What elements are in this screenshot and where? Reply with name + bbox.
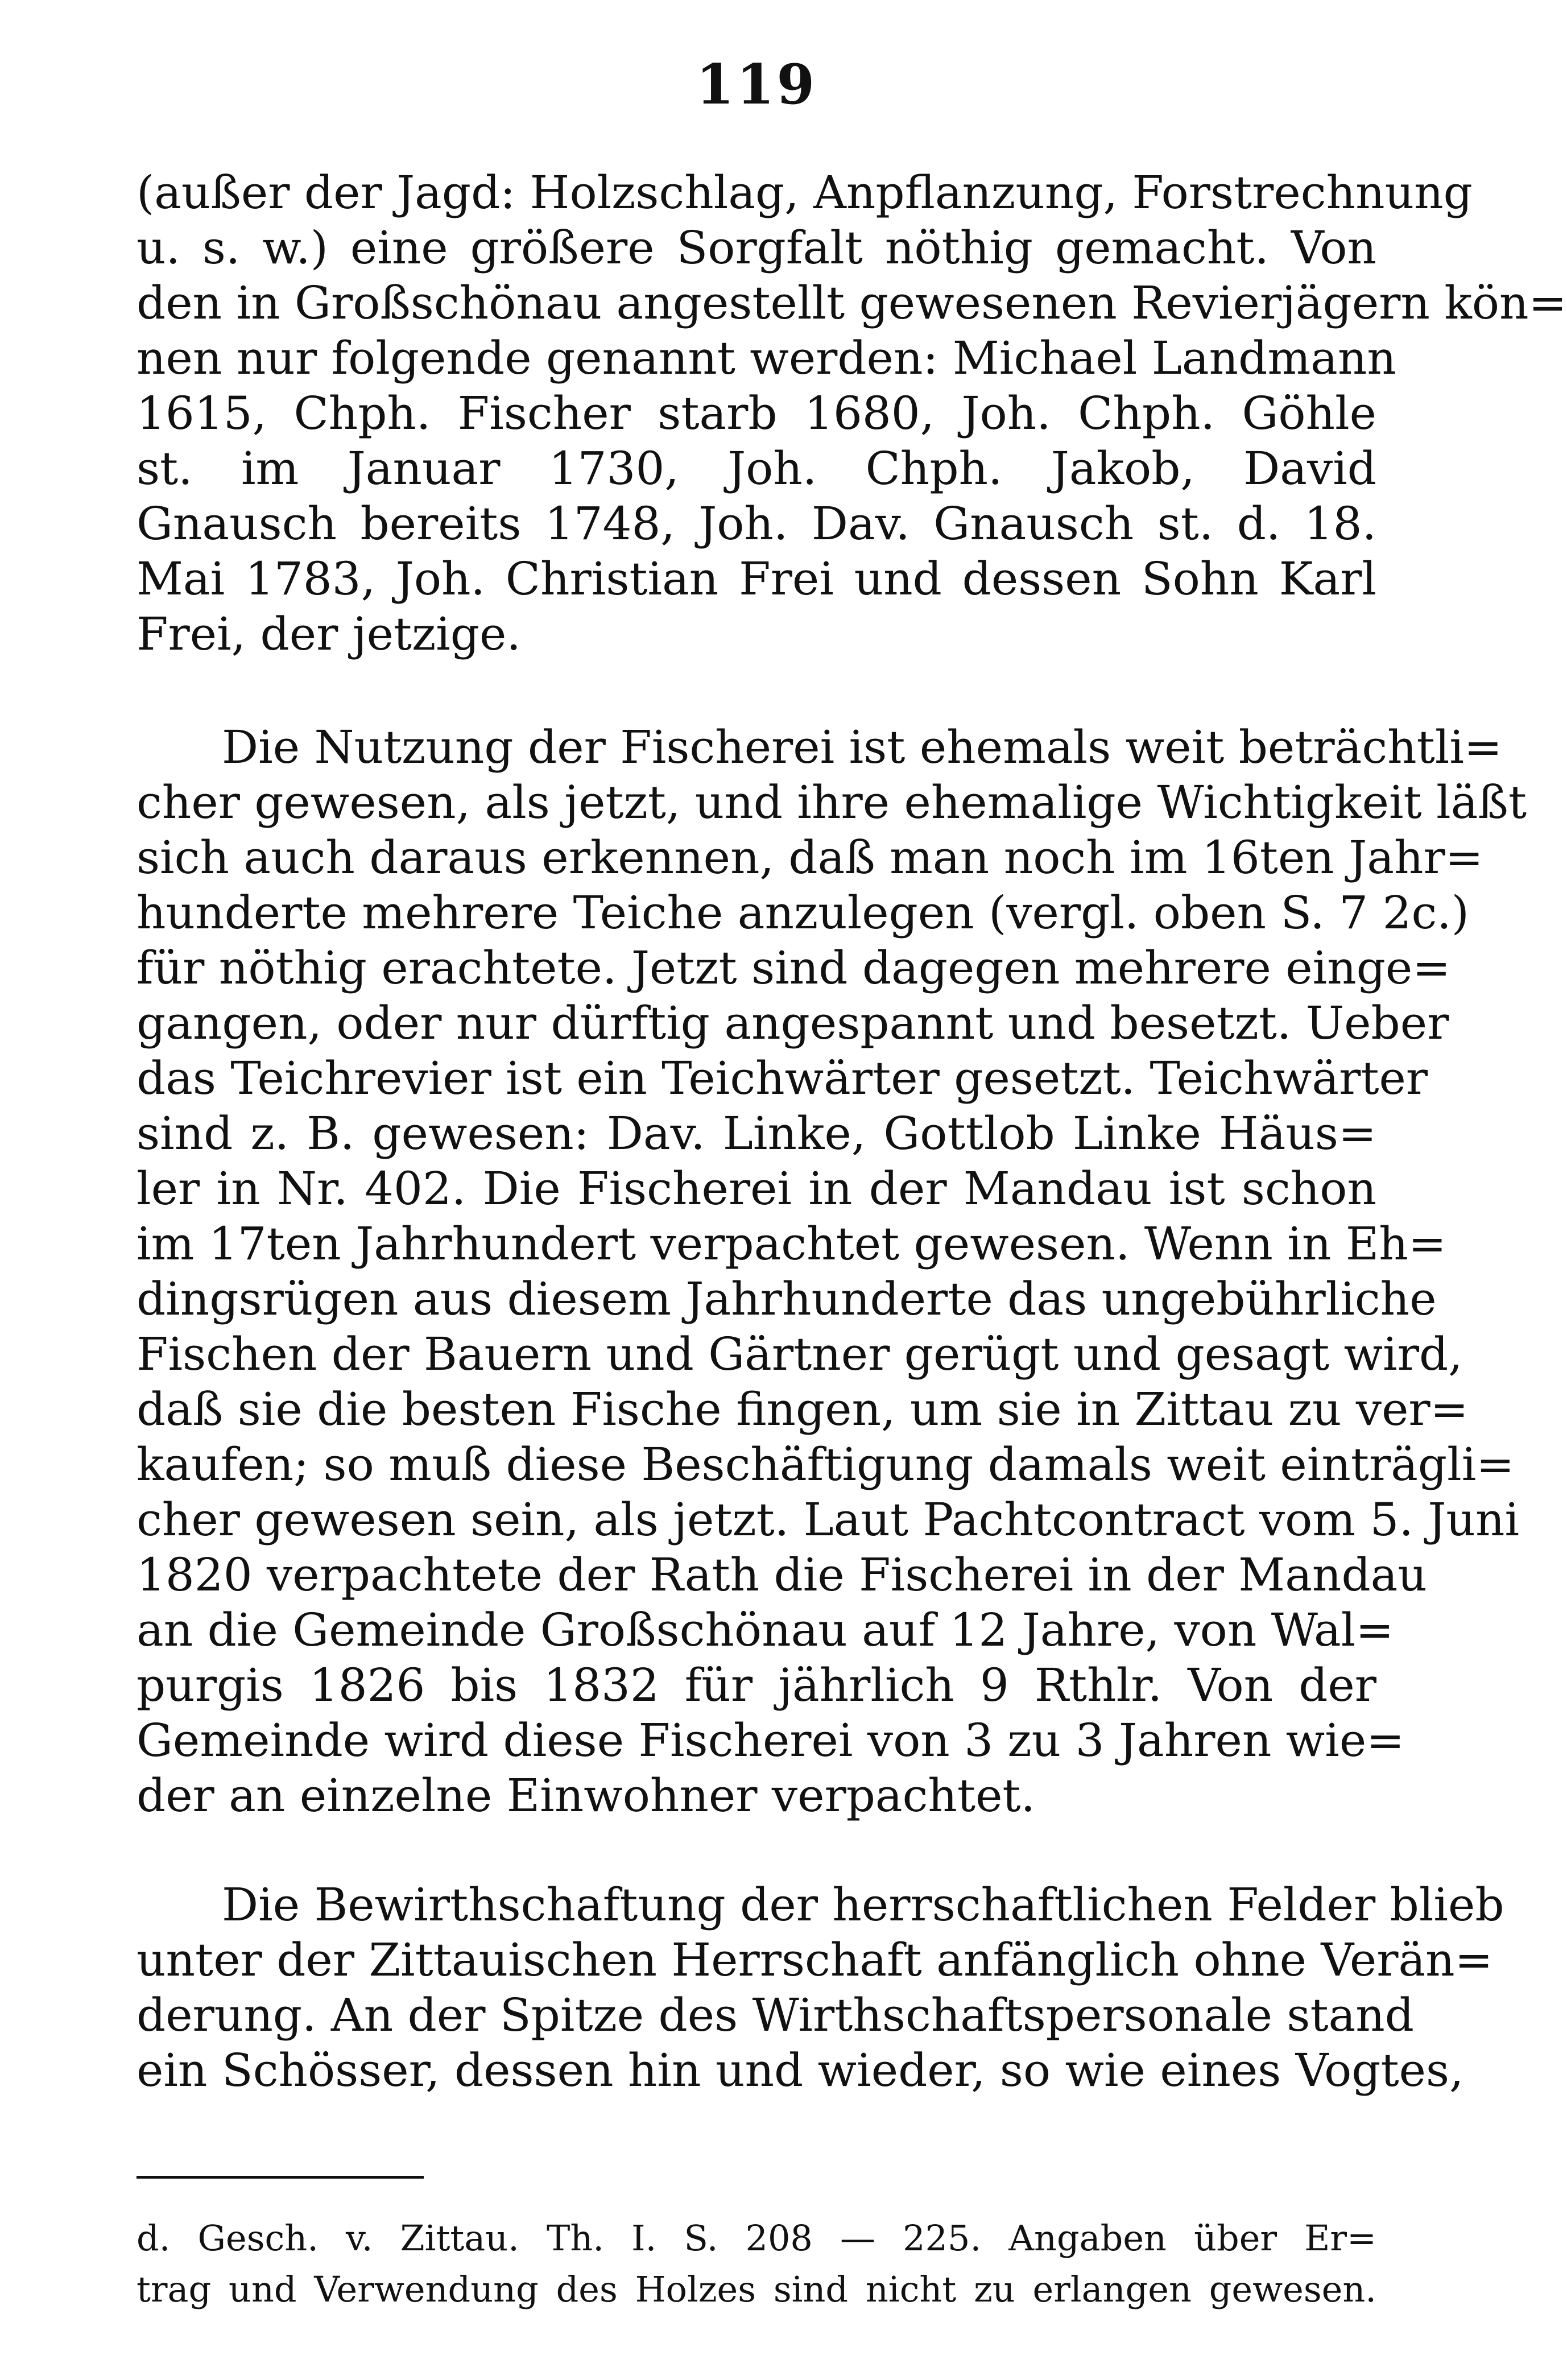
text-line: ein Schösser, dessen hin und wieder, so wie eines Vogtes, bbox=[137, 2044, 1464, 2097]
text-line: unter der Zittauischen Herrschaft anfänglich ohne Verän= bbox=[137, 1933, 1493, 1986]
paragraph-2 bbox=[137, 720, 1527, 1823]
text-line: für nöthig erachtete. Jetzt sind dagegen mehrere einge= bbox=[137, 941, 1451, 994]
text-line: 1615, Chph. Fischer starb 1680, Joh. Chph. Göhle bbox=[137, 387, 1376, 440]
footnote-line: d. Gesch. v. Zittau. Th. I. S. 208 — 225. Angaben über Er= bbox=[137, 2217, 1376, 2259]
text-line: Gnausch bereits 1748, Joh. Dav. Gnausch st. d. 18. bbox=[137, 497, 1376, 550]
text-line: Die Bewirthschaftung der herrschaftlichen Felder blieb bbox=[222, 1878, 1504, 1931]
text-line: sich auch daraus erkennen, daß man noch im 16ten Jahr= bbox=[137, 831, 1483, 884]
text-line: nen nur folgende genannt werden: Michael Landmann bbox=[137, 332, 1396, 385]
text-line: an die Gemeinde Großschönau auf 12 Jahre, von Wal= bbox=[137, 1604, 1394, 1656]
text-line: dingsrügen aus diesem Jahrhunderte das ungebührliche bbox=[137, 1272, 1437, 1325]
text-line: st. im Januar 1730, Joh. Chph. Jakob, David bbox=[137, 442, 1376, 495]
paragraph-1 bbox=[137, 165, 1567, 662]
text-line: hunderte mehrere Teiche anzulegen (vergl. oben S. 7 2c.) bbox=[137, 886, 1469, 939]
footnote-line: trag und Verwendung des Holzes sind nicht zu erlangen gewesen. bbox=[137, 2269, 1376, 2310]
page-number: 119 bbox=[696, 52, 817, 117]
text-line: Gemeinde wird diese Fischerei von 3 zu 3 Jahren wie= bbox=[137, 1714, 1405, 1767]
text-line: 1820 verpachtete der Rath die Fischerei in der Mandau bbox=[137, 1548, 1427, 1601]
text-line: Die Nutzung der Fischerei ist ehemals weit beträchtli= bbox=[222, 721, 1503, 774]
text-line: cher gewesen sein, als jetzt. Laut Pachtcontract vom 5. Juni bbox=[137, 1493, 1520, 1546]
text-line: derung. An der Spitze des Wirthschaftspersonale stand bbox=[137, 1989, 1415, 2042]
text-line: daß sie die besten Fische fingen, um sie in Zittau zu ver= bbox=[137, 1383, 1469, 1436]
text-line: den in Großschönau angestellt gewesenen Revierjägern kön= bbox=[137, 276, 1567, 329]
text-line: Frei, der jetzige. bbox=[137, 608, 521, 660]
text-line: (außer der Jagd: Holzschlag, Anpflanzung, Forstrechnung bbox=[137, 166, 1473, 219]
text-line: cher gewesen, als jetzt, und ihre ehemalige Wichtigkeit läßt bbox=[137, 776, 1527, 829]
text-line: kaufen; so muß diese Beschäftigung damals weit einträgli= bbox=[137, 1438, 1515, 1491]
text-line: sind z. B. gewesen: Dav. Linke, Gottlob Linke Häus= bbox=[137, 1107, 1376, 1160]
footnote bbox=[137, 2213, 1376, 2315]
footnote-divider bbox=[137, 2176, 424, 2179]
text-line: u. s. w.) eine größere Sorgfalt nöthig gemacht. Von bbox=[137, 221, 1376, 274]
text-line: Mai 1783, Joh. Christian Frei und dessen Sohn Karl bbox=[137, 552, 1376, 605]
text-line: ler in Nr. 402. Die Fischerei in der Mandau ist schon bbox=[137, 1162, 1376, 1215]
text-line: im 17ten Jahrhundert verpachtet gewesen. Wenn in Eh= bbox=[137, 1217, 1446, 1270]
text-line: purgis 1826 bis 1832 für jährlich 9 Rthlr. Von der bbox=[137, 1659, 1376, 1712]
text-line: gangen, oder nur dürftig angespannt und besetzt. Ueber bbox=[137, 997, 1449, 1049]
text-line: der an einzelne Einwohner verpachtet. bbox=[137, 1769, 1035, 1822]
paragraph-3 bbox=[137, 1877, 1504, 2098]
text-line: Fischen der Bauern und Gärtner gerügt und gesagt wird, bbox=[137, 1328, 1463, 1381]
text-line: das Teichrevier ist ein Teichwärter gesetzt. Teichwärter bbox=[137, 1052, 1428, 1105]
